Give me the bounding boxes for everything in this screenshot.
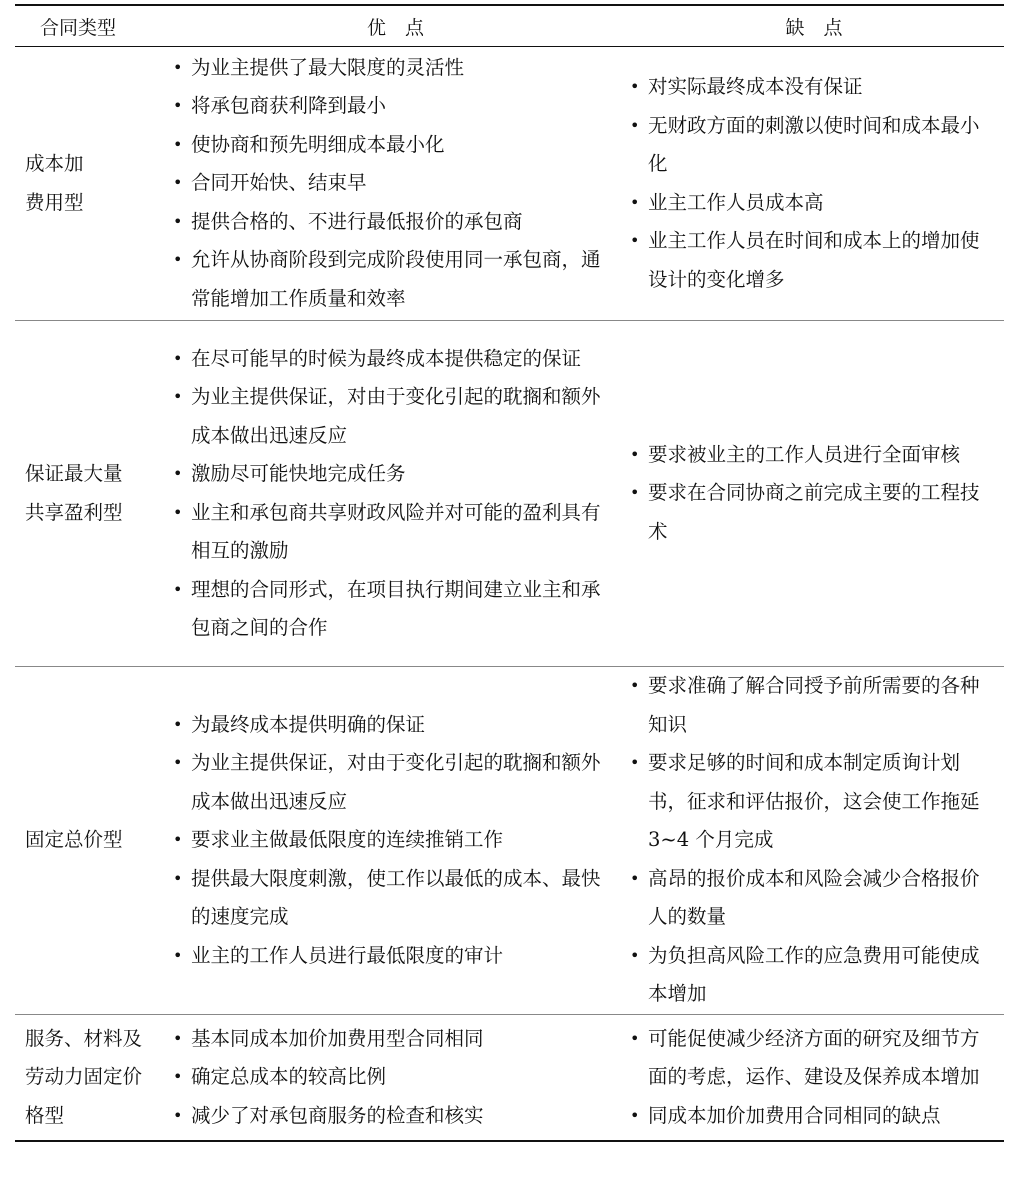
- list-item: • 要求业主做最低限度的连续推销工作: [167, 821, 624, 860]
- list-item: • 确定总成本的较高比例: [167, 1058, 624, 1097]
- list-item: • 基本同成本加价加费用型合同相同: [167, 1020, 624, 1059]
- list-item: • 对实际最终成本没有保证: [624, 68, 1004, 107]
- bullet-list: [624, 436, 1004, 552]
- bullet-list: [167, 340, 624, 648]
- header-pros: [167, 5, 624, 47]
- row-type: 服务、材料及劳动力固定价格型: [15, 1015, 167, 1141]
- list-item: • 业主的工作人员进行最低限度的审计: [167, 937, 624, 976]
- header-type: 合同类型: [15, 5, 167, 47]
- row-type: 固定总价型: [15, 667, 167, 1015]
- table-row: [15, 1015, 1004, 1141]
- table-row: [15, 47, 1004, 321]
- list-item: • 要求准确了解合同授予前所需要的各种知识: [624, 667, 1004, 744]
- list-item: • 同成本加价加费用合同相同的缺点: [624, 1097, 1004, 1136]
- header-cons-label: 缺 点: [785, 16, 843, 39]
- list-item: • 可能促使减少经济方面的研究及细节方面的考虑，运作、建设及保养成本增加: [624, 1020, 1004, 1097]
- header-row: [15, 5, 1004, 47]
- list-item: • 业主工作人员在时间和成本上的增加使设计的变化增多: [624, 222, 1004, 299]
- row-cons: [624, 321, 1004, 667]
- table-row: [15, 667, 1004, 1015]
- list-item: • 理想的合同形式，在项目执行期间建立业主和承包商之间的合作: [167, 571, 624, 648]
- row-cons: [624, 667, 1004, 1015]
- list-item: • 要求足够的时间和成本制定质询计划书，征求和评估报价，这会使工作拖延 3~4 个月完成: [624, 744, 1004, 860]
- list-item: • 业主工作人员成本高: [624, 184, 1004, 223]
- list-item: • 激励尽可能快地完成任务: [167, 455, 624, 494]
- table-row: [15, 321, 1004, 667]
- contract-comparison: [15, 4, 1004, 1142]
- list-item: • 将承包商获利降到最小: [167, 87, 624, 126]
- list-item: • 高昂的报价成本和风险会减少合格报价人的数量: [624, 860, 1004, 937]
- row-pros: [167, 47, 624, 321]
- list-item: • 使协商和预先明细成本最小化: [167, 126, 624, 165]
- row-cons: [624, 1015, 1004, 1141]
- bullet-list: [167, 49, 624, 319]
- bullet-list: [624, 1020, 1004, 1136]
- row-cons: [624, 47, 1004, 321]
- list-item: • 为最终成本提供明确的保证: [167, 706, 624, 745]
- list-item: • 要求被业主的工作人员进行全面审核: [624, 436, 1004, 475]
- bullet-list: [167, 1020, 624, 1136]
- list-item: • 提供合格的、不进行最低报价的承包商: [167, 203, 624, 242]
- list-item: • 允许从协商阶段到完成阶段使用同一承包商，通常能增加工作质量和效率: [167, 241, 624, 318]
- list-item: • 在尽可能早的时候为最终成本提供稳定的保证: [167, 340, 624, 379]
- row-pros: [167, 667, 624, 1015]
- bullet-list: [624, 667, 1004, 1014]
- list-item: • 提供最大限度刺激，使工作以最低的成本、最快的速度完成: [167, 860, 624, 937]
- list-item: • 业主和承包商共享财政风险并对可能的盈利具有相互的激励: [167, 494, 624, 571]
- table-body: [15, 47, 1004, 1141]
- bullet-list: [624, 68, 1004, 299]
- list-item: • 减少了对承包商服务的检查和核实: [167, 1097, 624, 1136]
- row-type: 成本加 费用型: [25, 152, 84, 214]
- list-item: • 要求在合同协商之前完成主要的工程技术: [624, 474, 1004, 551]
- list-item: • 无财政方面的刺激以使时间和成本最小化: [624, 107, 1004, 184]
- list-item: • 为业主提供保证，对由于变化引起的耽搁和额外成本做出迅速反应: [167, 378, 624, 455]
- header-pros-label: 优 点: [366, 16, 424, 39]
- row-type: 保证最大量 共享盈利型: [15, 321, 167, 667]
- list-item: • 合同开始快、结束早: [167, 164, 624, 203]
- contract-types-table: [15, 4, 1004, 1142]
- list-item: • 为业主提供保证，对由于变化引起的耽搁和额外成本做出迅速反应: [167, 744, 624, 821]
- row-pros: [167, 1015, 624, 1141]
- row-pros: [167, 321, 624, 667]
- list-item: • 为业主提供了最大限度的灵活性: [167, 49, 624, 88]
- bullet-list: [167, 706, 624, 976]
- header-cons: [624, 5, 1004, 47]
- list-item: • 为负担高风险工作的应急费用可能使成本增加: [624, 937, 1004, 1014]
